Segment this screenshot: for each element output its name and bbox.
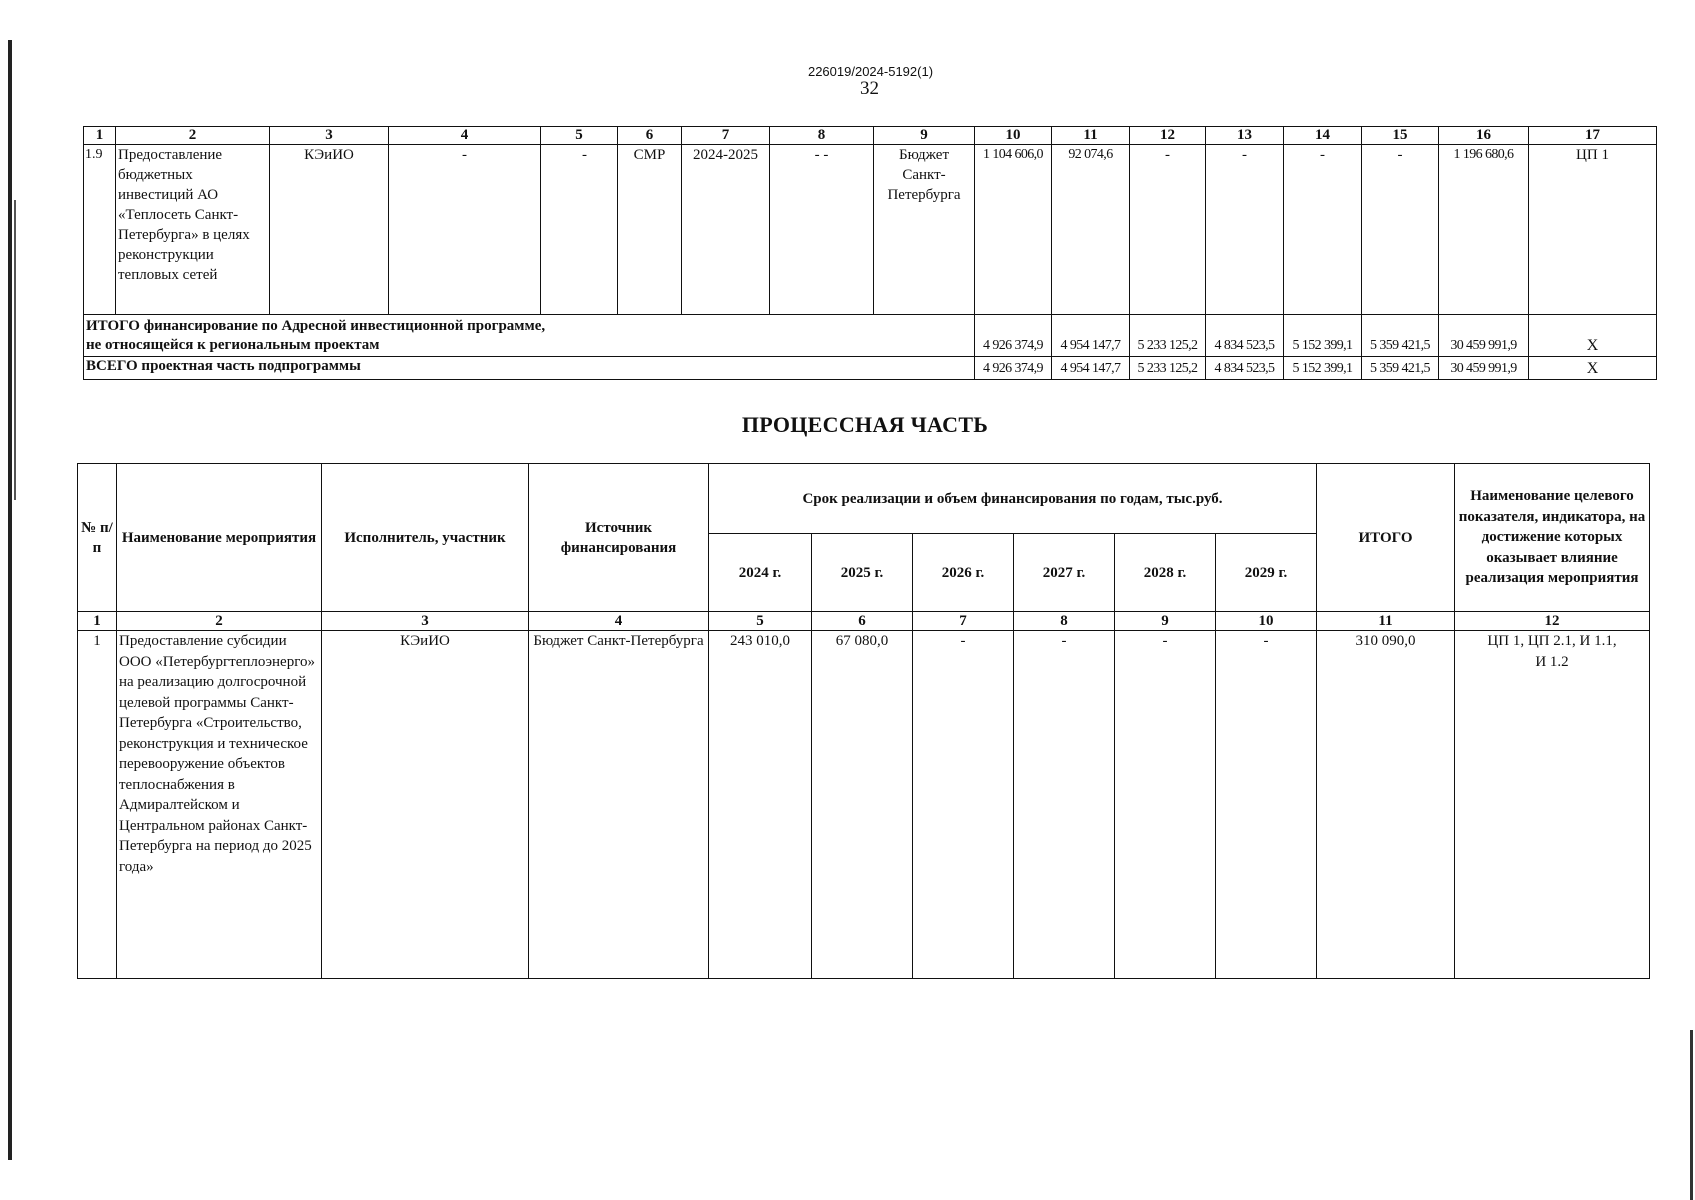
header-activity: Наименование мероприятия [117,464,322,612]
column-number: 10 [975,127,1052,145]
total-project-label: ВСЕГО проектная часть подпрограммы [84,357,975,380]
table-row [84,145,1657,315]
row-number: 1.9 [84,145,116,315]
implementation-period: 2024-2025 [682,145,770,315]
header-year: 2024 г. [709,534,812,612]
column-number: 1 [78,612,117,631]
total-value: 4 834 523,5 [1206,357,1284,380]
column-number: 11 [1317,612,1455,631]
column-number: 2 [117,612,322,631]
scan-edge-left [8,40,12,1160]
column-number: 9 [874,127,975,145]
column-number: 4 [529,612,709,631]
total-address-row [84,315,1657,357]
column-number: 6 [812,612,913,631]
column-number-row [84,127,1657,145]
column-number: 9 [1115,612,1216,631]
header-row [78,464,1650,534]
column-number-row [78,612,1650,631]
year-value: - [1115,631,1216,979]
table-row [78,631,1650,979]
activity-name: Предоставление субсидии ООО «Петербургтеплоэнерго» на реализацию долгосрочной целевой программы Санкт-Петербурга «Строительство, реконструкция и техническое перевооружение объектов теплоснабжения в Адмиралтейском и Центральном районах Санкт-Петербурга на период до 2025 года» [117,631,322,979]
column-number: 5 [709,612,812,631]
header-executor: Исполнитель, участник [322,464,529,612]
total-address-label [84,315,975,357]
funding-source: Бюджет Санкт-Петербурга [529,631,709,979]
column-number: 12 [1130,127,1206,145]
total-project-row [84,357,1657,380]
column-number: 8 [770,127,874,145]
indicator: ЦП 1 [1529,145,1657,315]
column-number: 7 [682,127,770,145]
total-value: 4 954 147,7 [1052,315,1130,357]
value-col12: - [1130,145,1206,315]
column-number: 15 [1362,127,1439,145]
total-value: 4 834 523,5 [1206,315,1284,357]
value-col10: 1 104 606,0 [975,145,1052,315]
header-period-group: Срок реализации и объем финансирования по годам, тыс.руб. [709,464,1317,534]
total-value: 4 926 374,9 [975,315,1052,357]
total-value: 5 152 399,1 [1284,315,1362,357]
total-value: 5 233 125,2 [1130,357,1206,380]
column-number: 3 [322,612,529,631]
column-number: 13 [1206,127,1284,145]
total-value: 5 233 125,2 [1130,315,1206,357]
indicator: ЦП 1, ЦП 2.1, И 1.1, И 1.2 [1455,631,1650,979]
column-number: 1 [84,127,116,145]
total-address-label-line2: не относящейся к региональным проектам [86,337,380,353]
total-value: 5 152 399,1 [1284,357,1362,380]
scan-edge-right [1690,1030,1693,1200]
column-number: 11 [1052,127,1130,145]
total-value: 30 459 991,9 [1439,315,1529,357]
column-number: 14 [1284,127,1362,145]
document-id: 226019/2024-5192(1) [807,64,934,79]
section-title: ПРОЦЕССНАЯ ЧАСТЬ [741,412,989,437]
header-year: 2025 г. [812,534,913,612]
year-value: - [913,631,1014,979]
total-mark: Х [1529,357,1657,380]
year-value: 243 010,0 [709,631,812,979]
header-indicator: Наименование целевого показателя, индикатора, на достижение которых оказывает влияние реализация мероприятия [1455,464,1650,612]
scan-edge-left-inner [14,200,16,500]
executor: КЭиИО [270,145,389,315]
cell-col8: - - [770,145,874,315]
total-value: 30 459 991,9 [1439,357,1529,380]
page-number: 32 [860,78,879,99]
year-value: - [1216,631,1317,979]
year-value: - [1014,631,1115,979]
column-number: 5 [541,127,618,145]
value-col13: - [1206,145,1284,315]
value-col14: - [1284,145,1362,315]
year-value: 67 080,0 [812,631,913,979]
total-value: 310 090,0 [1317,631,1455,979]
column-number: 7 [913,612,1014,631]
header-num: № п/п [78,464,117,612]
total-value: 5 359 421,5 [1362,315,1439,357]
total-mark: Х [1529,315,1657,357]
column-number: 6 [618,127,682,145]
column-number: 3 [270,127,389,145]
process-part-table [77,463,1650,979]
cell-col4: - [389,145,541,315]
total-address-label-line1: ИТОГО финансирование по Адресной инвестиционной программе, [86,318,546,334]
total-value: 4 926 374,9 [975,357,1052,380]
header-year: 2027 г. [1014,534,1115,612]
work-type: СМР [618,145,682,315]
value-col16: 1 196 680,6 [1439,145,1529,315]
row-number: 1 [78,631,117,979]
column-number: 10 [1216,612,1317,631]
cell-col5: - [541,145,618,315]
executor: КЭиИО [322,631,529,979]
column-number: 16 [1439,127,1529,145]
column-number: 17 [1529,127,1657,145]
header-year: 2028 г. [1115,534,1216,612]
header-year: 2026 г. [913,534,1014,612]
project-part-table [83,126,1657,380]
column-number: 2 [116,127,270,145]
value-col11: 92 074,6 [1052,145,1130,315]
total-value: 4 954 147,7 [1052,357,1130,380]
total-value: 5 359 421,5 [1362,357,1439,380]
header-year: 2029 г. [1216,534,1317,612]
activity-name: Предоставление бюджетных инвестиций АО «Теплосеть Санкт-Петербурга» в целях реконструкции тепловых сетей [116,145,270,315]
column-number: 4 [389,127,541,145]
column-number: 12 [1455,612,1650,631]
header-source: Источник финансирования [529,464,709,612]
column-number: 8 [1014,612,1115,631]
value-col15: - [1362,145,1439,315]
funding-source: Бюджет Санкт-Петербурга [874,145,975,315]
header-total: ИТОГО [1317,464,1455,612]
